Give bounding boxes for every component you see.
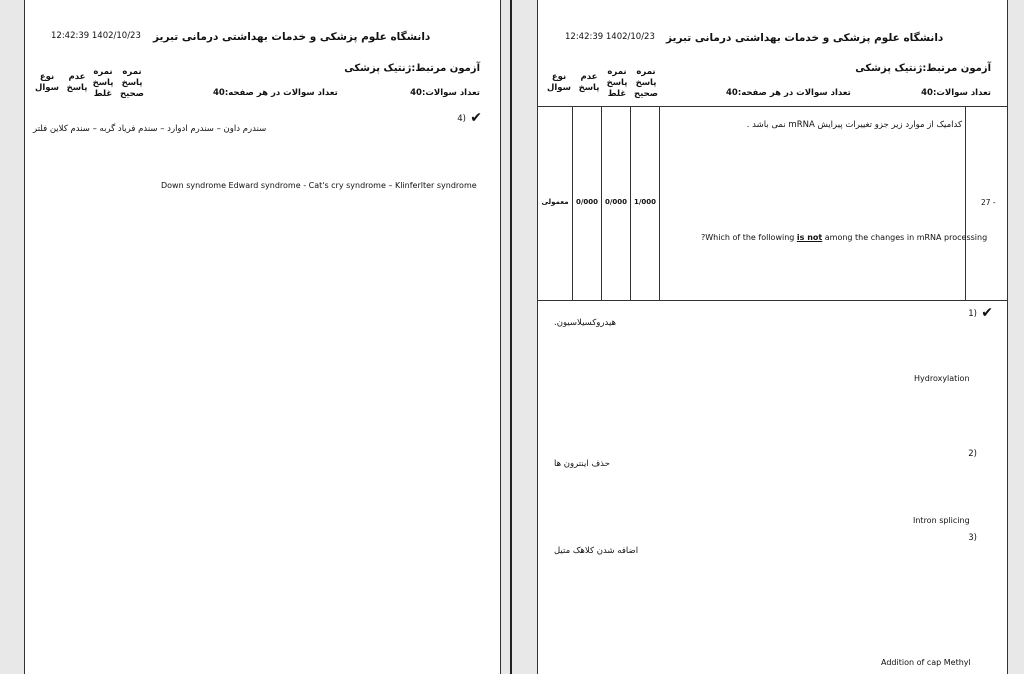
- left-page: [24, 0, 501, 674]
- table-top-border: [538, 106, 1008, 107]
- questions-per-page: تعداد سوالات در هر صفحه:40: [213, 88, 338, 98]
- option-text-fa: اضافه شدن کلاهک متیل: [554, 546, 639, 556]
- check-icon: ✔: [981, 305, 993, 321]
- col-header-type: نوع سوال: [547, 72, 571, 93]
- question-type: معمولی: [541, 198, 569, 206]
- university-title: دانشگاه علوم پزشکی و خدمات بهداشتی درمانی تبریز: [153, 31, 431, 43]
- question-text-fa: کدامیک از موارد زیر جزو تغییرات پیرایش mRNA نمی باشد .: [746, 120, 962, 130]
- table-col-divider: [965, 106, 966, 301]
- exam-subject: آزمون مرتبط:ژنتیک پزشکی: [855, 63, 991, 74]
- option-text-fa: حذف اینترون ها: [554, 459, 610, 469]
- option-text-en: Addition of cap Methyl: [881, 658, 971, 667]
- table-col-divider: [659, 106, 660, 301]
- option-number: 2): [968, 449, 977, 459]
- col-header-no-answer: عدم پاسخ: [66, 72, 88, 93]
- col-header-no-answer: عدم پاسخ: [578, 72, 600, 93]
- total-questions: تعداد سوالات:40: [921, 88, 991, 98]
- option-text-en: Down syndrome Edward syndrome - Cat's cry syndrome – Klinferlter syndrome: [161, 181, 477, 190]
- option-number: 4): [457, 114, 466, 124]
- question-number: 27 -: [981, 198, 996, 207]
- questions-per-page: تعداد سوالات در هر صفحه:40: [726, 88, 851, 98]
- option-text-en: Hydroxylation: [914, 374, 970, 383]
- col-header-type: نوع سوال: [35, 72, 59, 93]
- question-text-en: ?Which of the following is not among the changes in mRNA processing: [701, 233, 988, 242]
- col-header-wrong-score: نمره پاسخ غلط: [92, 67, 114, 99]
- option-text-fa: هیدروکسیلاسیون.: [554, 318, 617, 328]
- page-divider: [510, 0, 512, 674]
- option-number: 1): [968, 309, 977, 319]
- option-text-en: Intron splicing: [913, 516, 970, 525]
- wrong-answer-score: 0/000: [604, 198, 628, 206]
- option-text-fa: سندرم داون – سندرم ادوارد – سندم فریاد گربه – سندم کلاین فلتر: [33, 124, 267, 134]
- print-datetime: 12:42:39 1402/10/23: [51, 31, 141, 41]
- option-number: 3): [968, 533, 977, 543]
- correct-answer-score: 1/000: [633, 198, 657, 206]
- total-questions: تعداد سوالات:40: [410, 88, 480, 98]
- print-datetime: 12:42:39 1402/10/23: [565, 32, 655, 42]
- right-page: [537, 0, 1008, 674]
- col-header-correct-score: نمره پاسخ صحیح: [120, 67, 144, 99]
- check-icon: ✔: [470, 110, 482, 126]
- col-header-correct-score: نمره پاسخ صحیح: [634, 67, 658, 99]
- exam-subject: آزمون مرتبط:ژنتیک پزشکی: [344, 63, 480, 74]
- table-bottom-border: [538, 300, 1008, 301]
- no-answer-score: 0/000: [575, 198, 599, 206]
- col-header-wrong-score: نمره پاسخ غلط: [606, 67, 628, 99]
- question-emphasis: is not: [796, 233, 823, 242]
- university-title: دانشگاه علوم پزشکی و خدمات بهداشتی درمانی تبریز: [666, 32, 944, 44]
